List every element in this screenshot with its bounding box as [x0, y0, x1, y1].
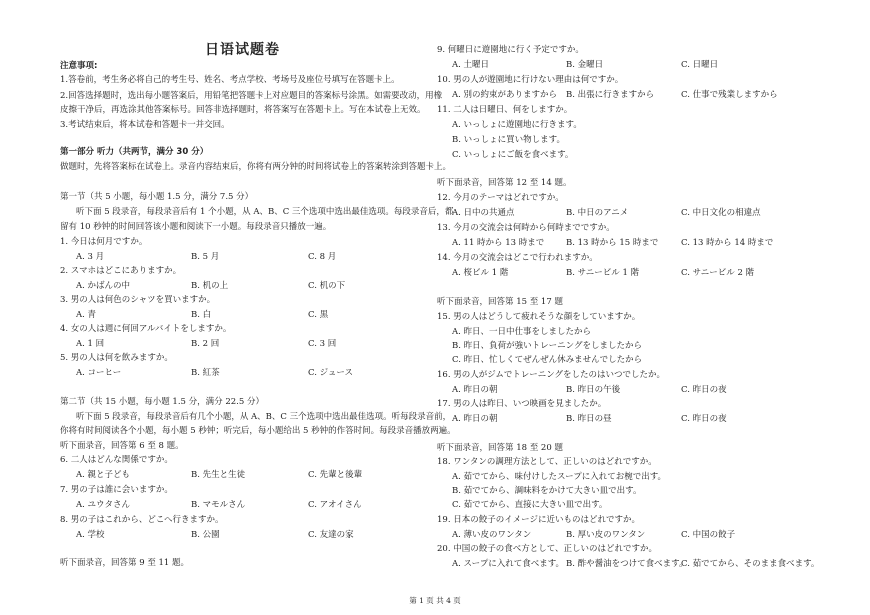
- question-10: 10. 男の人が遊園地に行けない理由は何ですか。: [437, 75, 624, 85]
- option-c[interactable]: C. 中国の餃子: [681, 530, 736, 540]
- option-c[interactable]: C. 昨日、忙しくてぜんぜん休みませんでしたから: [452, 355, 643, 365]
- option-b[interactable]: B. 昨日の午後: [566, 385, 621, 395]
- option-a[interactable]: A. 昨日、一日中仕事をしましたから: [452, 327, 592, 337]
- option-a[interactable]: A. 1 回: [76, 339, 105, 349]
- option-b[interactable]: B. 金曜日: [566, 60, 604, 70]
- section1-heading: 第一节（共 5 小题，每小题 1.5 分，满分 7.5 分）: [60, 192, 254, 202]
- option-a[interactable]: A. かばんの中: [76, 281, 131, 291]
- option-a[interactable]: A. 別の約束がありますから: [452, 90, 558, 100]
- option-c[interactable]: C. 茹でてから、そのまま食べます。: [681, 559, 820, 569]
- option-c[interactable]: C. サニービル 2 階: [681, 268, 755, 278]
- option-a[interactable]: A. コーヒー: [76, 368, 122, 378]
- option-a[interactable]: A. 薄い皮のワンタン: [452, 530, 532, 540]
- option-b[interactable]: B. 先生と生徒: [191, 470, 246, 480]
- question-3: 3. 男の人は何色のシャツを買いますか。: [60, 295, 216, 305]
- question-7: 7. 男の子は誰に会いますか。: [60, 485, 173, 495]
- notice-item: 3.考试结束后，将本试卷和答题卡一并交回。: [60, 120, 230, 130]
- option-c[interactable]: C. いっしょにご飯を食べます。: [452, 150, 574, 160]
- option-a[interactable]: A. 学校: [76, 530, 105, 540]
- question-17: 17. 男の人は昨日、いつ映画を見ましたか。: [437, 399, 607, 409]
- option-c[interactable]: C. ジュース: [308, 368, 354, 378]
- group-heading: 听下面录音，回答第 12 至 14 题。: [437, 178, 572, 188]
- option-c[interactable]: C. 先輩と後輩: [308, 470, 363, 480]
- option-b[interactable]: B. 5 月: [191, 252, 220, 262]
- option-c[interactable]: C. アオイさん: [308, 500, 362, 510]
- option-a[interactable]: A. ユウタさん: [76, 500, 130, 510]
- option-c[interactable]: C. 日曜日: [681, 60, 719, 70]
- option-a[interactable]: A. いっしょに遊園地に行きます。: [452, 120, 582, 130]
- option-c[interactable]: C. 仕事で残業しますから: [681, 90, 778, 100]
- option-b[interactable]: B. 昨日、負荷が強いトレーニングをしましたから: [452, 341, 642, 351]
- option-b[interactable]: B. 紅茶: [191, 368, 220, 378]
- option-b[interactable]: B. 2 回: [191, 339, 220, 349]
- option-b[interactable]: B. 公園: [191, 530, 220, 540]
- question-20: 20. 中国の餃子の食べ方として、正しいのはどれですか。: [437, 544, 658, 554]
- question-8: 8. 男の子はこれから、どこへ行きますか。: [60, 515, 224, 525]
- option-b[interactable]: B. 酢や醤油をつけて食べます。: [566, 559, 688, 569]
- option-c[interactable]: C. 友達の家: [308, 530, 354, 540]
- option-b[interactable]: B. マモルさん: [191, 500, 246, 510]
- section2-intro: 听下面 5 段录音，每段录音后有几个小题，从 A、B、C 三个选项中选出最佳选项。听每段录音前，: [76, 412, 452, 422]
- option-c[interactable]: C. 昨日の夜: [681, 385, 727, 395]
- option-c[interactable]: C. 3 回: [308, 339, 337, 349]
- option-b[interactable]: B. 出張に行きますから: [566, 90, 655, 100]
- option-a[interactable]: A. 11 時から 13 時まで: [452, 238, 545, 248]
- part1-heading: 第一部分 听力（共两节，满分 30 分）: [60, 147, 209, 157]
- option-c[interactable]: C. 8 月: [308, 252, 337, 262]
- question-13: 13. 今月の交流会は何時から何時までですか。: [437, 223, 615, 233]
- option-b[interactable]: B. 中日のアニメ: [566, 208, 629, 218]
- option-a[interactable]: A. 桜ビル 1 階: [452, 268, 509, 278]
- page-footer: 第 1 页 共 4 页: [409, 596, 461, 605]
- notice-item: 1.答卷前，考生务必将自己的考生号、姓名、考点学校、考场号及座位号填写在答题卡上。: [60, 75, 400, 85]
- option-a[interactable]: A. 土曜日: [452, 60, 490, 70]
- option-a[interactable]: A. 昨日の朝: [452, 414, 498, 424]
- option-b[interactable]: B. いっしょに買い物します。: [452, 135, 565, 145]
- option-b[interactable]: B. 白: [191, 310, 212, 320]
- question-12: 12. 今月のテーマはどれですか。: [437, 193, 564, 203]
- question-14: 14. 今月の交流会はどこで行われますか。: [437, 253, 598, 263]
- option-c[interactable]: C. 机の下: [308, 281, 346, 291]
- group-heading: 听下面录音，回答第 6 至 8 题。: [60, 441, 184, 451]
- group-heading: 听下面录音，回答第 15 至 17 题: [437, 297, 563, 307]
- section2-heading: 第二节（共 15 小题，每小题 1.5 分，满分 22.5 分）: [60, 397, 264, 407]
- question-9: 9. 何曜日に遊園地に行く予定ですか。: [437, 45, 584, 55]
- option-a[interactable]: A. スープに入れて食べます。: [452, 559, 565, 569]
- option-c[interactable]: C. 中日文化の相違点: [681, 208, 761, 218]
- option-c[interactable]: C. 黒: [308, 310, 329, 320]
- option-b[interactable]: B. 机の上: [191, 281, 229, 291]
- option-b[interactable]: B. 茹でてから、調味料をかけて大きい皿で出す。: [452, 486, 642, 496]
- group-heading: 听下面录音，回答第 9 至 11 题。: [60, 558, 190, 568]
- part1-intro: 做题时，先将答案标在试卷上。录音内容结束后，你将有两分钟的时间将试卷上的答案转涂到答题卡上。: [60, 162, 452, 172]
- question-6: 6. 二人はどんな関係ですか。: [60, 455, 173, 465]
- notice-item: 2.回答选择题时，选出每小题答案后，用铅笔把答题卡上对应题目的答案标号涂黑。如需要改动，用橡: [60, 91, 443, 101]
- option-a[interactable]: A. 青: [76, 310, 97, 320]
- question-4: 4. 女の人は週に何回アルバイトをしますか。: [60, 324, 232, 334]
- page-title: 日语试题卷: [205, 42, 280, 58]
- option-a[interactable]: A. 日中の共通点: [452, 208, 515, 218]
- question-1: 1. 今日は何月ですか。: [60, 237, 148, 247]
- option-c[interactable]: C. 茹でてから、直接に大きい皿で出す。: [452, 500, 608, 510]
- question-2: 2. スマホはどこにありますか。: [60, 266, 182, 276]
- option-b[interactable]: B. 厚い皮のワンタン: [566, 530, 646, 540]
- section1-intro: 听下面 5 段录音，每段录音后有 1 个小题，从 A、B、C 三个选项中选出最佳选项。每段录音后，都: [76, 207, 454, 217]
- notice-item: 皮擦干净后，再选涂其他答案标号。回答非选择题时，将答案写在答题卡上。写在本试卷上无效。: [60, 105, 426, 115]
- option-b[interactable]: B. 13 時から 15 時まで: [566, 238, 659, 248]
- option-a[interactable]: A. 親と子ども: [76, 470, 131, 480]
- option-a[interactable]: A. 昨日の朝: [452, 385, 498, 395]
- option-b[interactable]: B. 昨日の昼: [566, 414, 612, 424]
- section2-intro: 你将有时间阅读各个小题，每小题 5 秒钟；听完后，每小题给出 5 秒钟的作答时间。每段录音播放两遍。: [60, 426, 456, 436]
- question-11: 11. 二人は日曜日、何をしますか。: [437, 105, 573, 115]
- question-16: 16. 男の人がジムでトレーニングをしたのはいつでしたか。: [437, 370, 666, 380]
- option-a[interactable]: A. 茹でてから、味付けしたスープに入れてお椀で出す。: [452, 472, 667, 482]
- option-b[interactable]: B. サニービル 1 階: [566, 268, 640, 278]
- question-5: 5. 男の人は何を飲みますか。: [60, 353, 173, 363]
- question-18: 18. ワンタンの調理方法として、正しいのはどれですか。: [437, 457, 657, 467]
- option-c[interactable]: C. 13 時から 14 時まで: [681, 238, 774, 248]
- option-c[interactable]: C. 昨日の夜: [681, 414, 727, 424]
- group-heading: 听下面录音，回答第 18 至 20 题: [437, 443, 563, 453]
- option-a[interactable]: A. 3 月: [76, 252, 105, 262]
- question-19: 19. 日本の餃子のイメージに近いものはどれですか。: [437, 515, 640, 525]
- notice-heading: 注意事项:: [60, 61, 98, 71]
- question-15: 15. 男の人はどうして疲れそうな顔をしていますか。: [437, 312, 641, 322]
- section1-intro: 留有 10 秒钟的时间回答该小题和阅读下一小题。每段录音只播放一遍。: [60, 222, 332, 232]
